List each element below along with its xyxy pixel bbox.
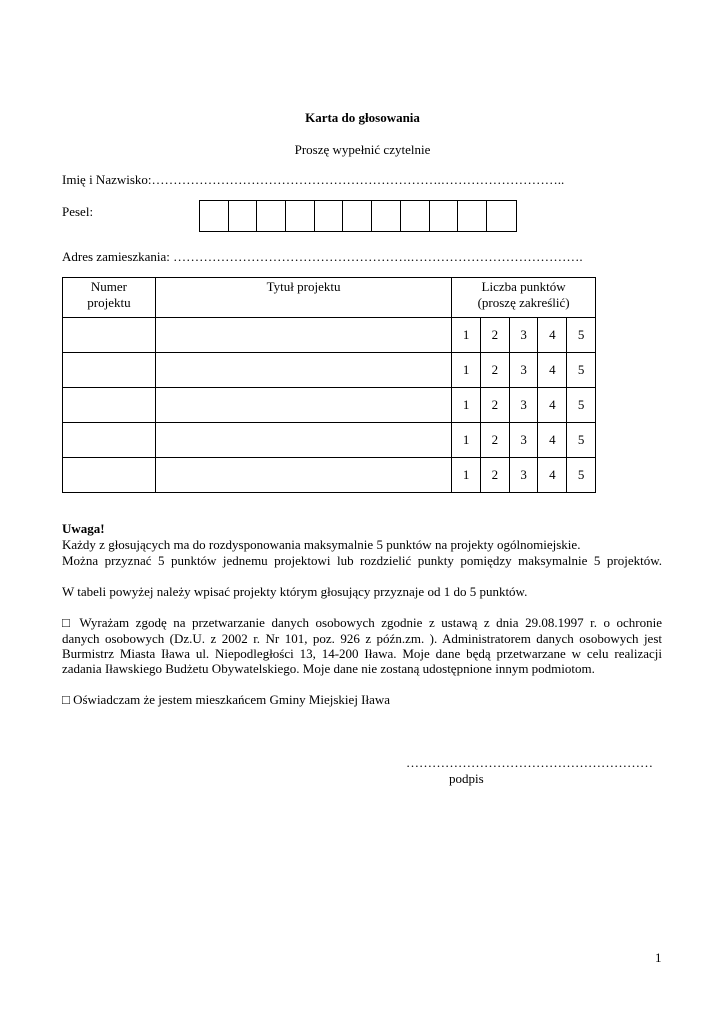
points-cell xyxy=(452,353,596,388)
pesel-digit-box[interactable] xyxy=(200,201,229,231)
consent-checkbox-line-1[interactable]: □ Wyrażam zgodę na przetwarzanie danych osobowych zgodnie z ustawą z dnia 29.08.1997 r. o ochronie xyxy=(62,615,662,630)
project-number-cell[interactable] xyxy=(63,423,156,458)
consent-line-3: Burmistrz Miasta Iława ul. Niepodległości 13, 14-200 Iława. Moje dane będą przetwarzane w celu realizacji xyxy=(62,646,662,661)
note-line-1: Każdy z głosujących ma do rozdysponowania maksymalnie 5 punktów na projekty ogólnomiejskie. xyxy=(62,537,581,552)
project-title-cell[interactable] xyxy=(155,458,451,493)
point-option[interactable]: 4 xyxy=(538,353,567,387)
points-cell xyxy=(452,388,596,423)
point-option[interactable]: 4 xyxy=(538,458,567,492)
address-field[interactable]: Adres zamieszkania: ……………………………………………….…………………………………. xyxy=(62,249,583,264)
pesel-input[interactable] xyxy=(199,200,517,232)
point-option[interactable]: 1 xyxy=(452,458,481,492)
table-header-row xyxy=(63,278,596,318)
point-option[interactable]: 5 xyxy=(577,397,585,412)
header-points-line2: (proszę zakreślić) xyxy=(477,295,570,310)
pesel-digit-box[interactable] xyxy=(286,201,315,231)
point-option[interactable]: 5 xyxy=(577,432,585,447)
header-points xyxy=(452,278,596,318)
consent-line-4: zadania Iławskiego Budżetu Obywatelskiego. Moje dane nie zostaną udostępnione innym podmiotom. xyxy=(62,661,595,676)
point-option[interactable]: 4 xyxy=(538,318,567,352)
point-option[interactable]: 2 xyxy=(481,318,510,352)
point-option[interactable]: 3 xyxy=(510,388,539,422)
pesel-digit-box[interactable] xyxy=(343,201,372,231)
point-option[interactable]: 2 xyxy=(481,353,510,387)
pesel-digit-box[interactable] xyxy=(229,201,258,231)
name-field[interactable]: Imię i Nazwisko:………………………………………………………….……………………….. xyxy=(62,172,565,187)
pesel-digit-box[interactable] xyxy=(372,201,401,231)
point-option[interactable]: 3 xyxy=(510,423,539,457)
pesel-digit-box[interactable] xyxy=(487,201,516,231)
project-title-cell[interactable] xyxy=(155,353,451,388)
point-option[interactable]: 5 xyxy=(577,362,585,377)
note-line-2: Można przyznać 5 punktów jednemu projektowi lub rozdzielić punkty pomiędzy maksymalnie 5 projektów. xyxy=(62,553,662,568)
point-option[interactable]: 3 xyxy=(510,353,539,387)
signature-line[interactable]: ………………………………………………… xyxy=(406,755,653,770)
header-points-line1: Liczba punktów xyxy=(481,279,566,294)
project-title-cell[interactable] xyxy=(155,388,451,423)
point-option[interactable]: 2 xyxy=(481,458,510,492)
note-heading: Uwaga! xyxy=(62,521,105,536)
resident-checkbox[interactable]: □ Oświadczam że jestem mieszkańcem Gminy Miejskiej Iława xyxy=(62,692,391,707)
project-number-cell[interactable] xyxy=(63,353,156,388)
page-title: Karta do głosowania xyxy=(305,110,420,125)
point-option[interactable]: 1 xyxy=(452,318,481,352)
voting-table xyxy=(62,277,596,493)
point-option[interactable]: 2 xyxy=(481,388,510,422)
point-option[interactable]: 2 xyxy=(481,423,510,457)
pesel-digit-box[interactable] xyxy=(257,201,286,231)
consent-line-2: danych osobowych (Dz.U. z 2002 r. Nr 101, poz. 926 z późn.zm. ). Administratorem danych osobowych jest xyxy=(62,631,662,646)
pesel-label: Pesel: xyxy=(62,204,94,219)
pesel-digit-box[interactable] xyxy=(401,201,430,231)
point-option[interactable]: 1 xyxy=(452,388,481,422)
project-number-cell[interactable] xyxy=(63,318,156,353)
point-option[interactable]: 5 xyxy=(577,467,585,482)
points-cell xyxy=(452,423,596,458)
table-row xyxy=(63,458,596,493)
project-title-cell[interactable] xyxy=(155,423,451,458)
header-title-text: Tytuł projektu xyxy=(266,279,341,294)
table-row xyxy=(63,353,596,388)
pesel-digit-box[interactable] xyxy=(315,201,344,231)
note-line-3: W tabeli powyżej należy wpisać projekty którym głosujący przyznaje od 1 do 5 punktów. xyxy=(62,584,528,599)
table-row xyxy=(63,423,596,458)
project-number-cell[interactable] xyxy=(63,458,156,493)
pesel-digit-box[interactable] xyxy=(458,201,487,231)
signature-label: podpis xyxy=(449,771,484,786)
page-number: 1 xyxy=(655,950,662,965)
point-option[interactable]: 5 xyxy=(577,327,585,342)
header-number-line1: Numer xyxy=(90,279,127,294)
pesel-digit-box[interactable] xyxy=(430,201,459,231)
table-row xyxy=(63,318,596,353)
point-option[interactable]: 1 xyxy=(452,353,481,387)
point-option[interactable]: 3 xyxy=(510,458,539,492)
point-option[interactable]: 1 xyxy=(452,423,481,457)
point-option[interactable]: 4 xyxy=(538,388,567,422)
header-project-title xyxy=(155,278,451,318)
header-project-number xyxy=(63,278,156,318)
page-subtitle: Proszę wypełnić czytelnie xyxy=(294,142,431,157)
table-row xyxy=(63,388,596,423)
project-title-cell[interactable] xyxy=(155,318,451,353)
points-cell xyxy=(452,458,596,493)
project-number-cell[interactable] xyxy=(63,388,156,423)
point-option[interactable]: 3 xyxy=(510,318,539,352)
point-option[interactable]: 4 xyxy=(538,423,567,457)
header-number-line2: projektu xyxy=(87,295,131,310)
points-cell xyxy=(452,318,596,353)
